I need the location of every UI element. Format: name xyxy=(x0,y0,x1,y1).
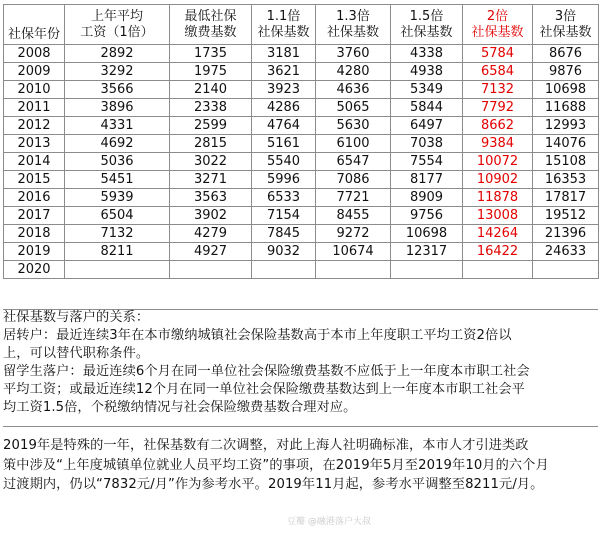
value-cell: 7038 xyxy=(391,135,463,153)
value-cell: 6100 xyxy=(316,135,391,153)
value-cell: 1735 xyxy=(170,45,252,63)
value-cell: 8676 xyxy=(533,45,599,63)
value-cell: 3896 xyxy=(65,99,170,117)
table-row xyxy=(4,243,599,261)
table-row xyxy=(4,99,599,117)
value-cell: 4692 xyxy=(65,135,170,153)
value-cell: 5996 xyxy=(252,171,316,189)
year-cell: 2015 xyxy=(4,171,65,189)
value-cell: 7845 xyxy=(252,225,316,243)
value-cell: 11878 xyxy=(463,189,533,207)
value-cell: 9876 xyxy=(533,63,599,81)
value-cell: 2892 xyxy=(65,45,170,63)
value-cell: 5036 xyxy=(65,153,170,171)
column-header-line: 2倍 xyxy=(486,8,509,24)
value-cell: 11688 xyxy=(533,99,599,117)
table-row xyxy=(4,135,599,153)
value-cell: 6533 xyxy=(252,189,316,207)
value-cell: 9272 xyxy=(316,225,391,243)
year-cell: 2010 xyxy=(4,81,65,99)
column-header xyxy=(4,5,65,45)
value-cell: 2815 xyxy=(170,135,252,153)
value-cell: 8455 xyxy=(316,207,391,225)
value-cell: 3292 xyxy=(65,63,170,81)
notes-line: 居转户：最近连续3年在本市缴纳城镇社会保险基数高于本市上年度职工平均工资2倍以 xyxy=(3,328,512,343)
value-cell: 4764 xyxy=(252,117,316,135)
notes-line: 上，可以替代职称条件。 xyxy=(3,346,150,361)
value-cell: 10902 xyxy=(463,171,533,189)
column-header-line: 1.3倍 xyxy=(336,8,370,24)
table-row xyxy=(4,153,599,171)
value-cell: 5784 xyxy=(463,45,533,63)
value-cell: 2338 xyxy=(170,99,252,117)
value-cell xyxy=(65,261,170,279)
table-row xyxy=(4,81,599,99)
column-header-line: 1.5倍 xyxy=(409,8,444,24)
value-cell: 3566 xyxy=(65,81,170,99)
value-cell: 3923 xyxy=(252,81,316,99)
value-cell xyxy=(533,261,599,279)
social-security-base-table xyxy=(3,4,599,279)
year-cell: 2020 xyxy=(4,261,65,279)
column-header-line: 社保基数 xyxy=(539,24,592,40)
value-cell: 4280 xyxy=(316,63,391,81)
column-header-line: 最低社保 xyxy=(184,8,237,24)
value-cell: 21396 xyxy=(533,225,599,243)
value-cell: 4338 xyxy=(391,45,463,63)
value-cell: 7792 xyxy=(463,99,533,117)
column-header-line: 社保基数 xyxy=(326,24,379,40)
table-row xyxy=(4,45,599,63)
notes-line: 平均工资；或最近连续12个月在同一单位社会保险缴费基数达到上一年度本市职工社会平 xyxy=(3,382,525,397)
settlement-notes xyxy=(3,309,598,417)
column-header-line: 社保基数 xyxy=(257,24,310,40)
value-cell: 9756 xyxy=(391,207,463,225)
value-cell: 3563 xyxy=(170,189,252,207)
value-cell: 4938 xyxy=(391,63,463,81)
value-cell: 6504 xyxy=(65,207,170,225)
column-header-line: 1.1倍 xyxy=(266,8,301,24)
value-cell: 17817 xyxy=(533,189,599,207)
column-header-line: 社保基数 xyxy=(471,24,524,40)
value-cell xyxy=(391,261,463,279)
notes-title: 社保基数与落户的关系： xyxy=(3,310,150,325)
value-cell: 8177 xyxy=(391,171,463,189)
value-cell: 5349 xyxy=(391,81,463,99)
value-cell: 7721 xyxy=(316,189,391,207)
value-cell: 3271 xyxy=(170,171,252,189)
value-cell: 7154 xyxy=(252,207,316,225)
value-cell: 10674 xyxy=(316,243,391,261)
value-cell: 10072 xyxy=(463,153,533,171)
value-cell: 7086 xyxy=(316,171,391,189)
value-cell: 7132 xyxy=(65,225,170,243)
value-cell: 16353 xyxy=(533,171,599,189)
column-header xyxy=(170,5,252,45)
table-row xyxy=(4,261,599,279)
value-cell: 5939 xyxy=(65,189,170,207)
value-cell: 4286 xyxy=(252,99,316,117)
value-cell: 5844 xyxy=(391,99,463,117)
value-cell: 7554 xyxy=(391,153,463,171)
year-cell: 2014 xyxy=(4,153,65,171)
value-cell: 3181 xyxy=(252,45,316,63)
value-cell: 15108 xyxy=(533,153,599,171)
value-cell: 8909 xyxy=(391,189,463,207)
value-cell: 2140 xyxy=(170,81,252,99)
column-header xyxy=(533,5,599,45)
value-cell: 4279 xyxy=(170,225,252,243)
value-cell: 5161 xyxy=(252,135,316,153)
value-cell: 6547 xyxy=(316,153,391,171)
year-cell: 2017 xyxy=(4,207,65,225)
policy-notice xyxy=(3,436,595,495)
value-cell xyxy=(170,261,252,279)
value-cell: 3902 xyxy=(170,207,252,225)
value-cell: 16422 xyxy=(463,243,533,261)
column-header-line: 社保基数 xyxy=(400,24,453,40)
table-header-row xyxy=(4,5,599,45)
column-header-line: 工资（1倍） xyxy=(80,24,154,40)
section-divider xyxy=(3,426,598,427)
year-cell: 2016 xyxy=(4,189,65,207)
year-cell: 2018 xyxy=(4,225,65,243)
value-cell: 3621 xyxy=(252,63,316,81)
year-cell: 2013 xyxy=(4,135,65,153)
value-cell: 10698 xyxy=(533,81,599,99)
value-cell: 2599 xyxy=(170,117,252,135)
value-cell: 12317 xyxy=(391,243,463,261)
year-cell: 2008 xyxy=(4,45,65,63)
value-cell: 13008 xyxy=(463,207,533,225)
value-cell: 3022 xyxy=(170,153,252,171)
value-cell: 19512 xyxy=(533,207,599,225)
notice-line: 2019年是特殊的一年，社保基数有二次调整，对此上海人社明确标准，本市人才引进类政 xyxy=(3,438,529,453)
column-header-line: 社保年份 xyxy=(7,27,60,42)
column-header xyxy=(252,5,316,45)
column-header-line: 上年平均 xyxy=(90,8,143,24)
column-header xyxy=(316,5,391,45)
value-cell: 3760 xyxy=(316,45,391,63)
notes-line: 均工资1.5倍，个税缴纳情况与社会保险缴费基数合理对应。 xyxy=(3,400,357,415)
table-row xyxy=(4,189,599,207)
notes-line: 留学生落户：最近连续6个月在同一单位社会保险缴费基数不应低于上一年度本市职工社会 xyxy=(3,364,530,379)
value-cell: 12993 xyxy=(533,117,599,135)
table-row xyxy=(4,117,599,135)
value-cell: 5451 xyxy=(65,171,170,189)
value-cell xyxy=(316,261,391,279)
column-header xyxy=(391,5,463,45)
value-cell: 6584 xyxy=(463,63,533,81)
value-cell: 4927 xyxy=(170,243,252,261)
column-header xyxy=(65,5,170,45)
notice-line: 过渡期内，仍以“7832元/月”作为参考水平。2019年11月起，参考水平调整至8211元/月。 xyxy=(3,477,544,492)
value-cell: 5065 xyxy=(316,99,391,117)
table-row xyxy=(4,225,599,243)
table-row xyxy=(4,207,599,225)
value-cell: 5630 xyxy=(316,117,391,135)
value-cell: 8211 xyxy=(65,243,170,261)
notice-line: 策中涉及“上年度城镇单位就业人员平均工资”的事项，在2019年5月至2019年10月的六个月 xyxy=(3,457,549,473)
value-cell: 6497 xyxy=(391,117,463,135)
value-cell: 4636 xyxy=(316,81,391,99)
year-cell: 2009 xyxy=(4,63,65,81)
value-cell xyxy=(252,261,316,279)
value-cell: 14264 xyxy=(463,225,533,243)
value-cell: 10698 xyxy=(391,225,463,243)
value-cell: 9032 xyxy=(252,243,316,261)
column-header-line: 缴费基数 xyxy=(184,24,237,40)
year-cell: 2011 xyxy=(4,99,65,117)
watermark: 豆瓣 @融港落户大叔 xyxy=(287,517,371,527)
table-row xyxy=(4,63,599,81)
value-cell: 1975 xyxy=(170,63,252,81)
value-cell: 8662 xyxy=(463,117,533,135)
value-cell xyxy=(463,261,533,279)
value-cell: 4331 xyxy=(65,117,170,135)
value-cell: 7132 xyxy=(463,81,533,99)
value-cell: 9384 xyxy=(463,135,533,153)
column-header-line: 3倍 xyxy=(554,8,577,24)
year-cell: 2012 xyxy=(4,117,65,135)
year-cell: 2019 xyxy=(4,243,65,261)
value-cell: 24633 xyxy=(533,243,599,261)
table-row xyxy=(4,171,599,189)
value-cell: 5540 xyxy=(252,153,316,171)
column-header xyxy=(463,5,533,45)
value-cell: 14076 xyxy=(533,135,599,153)
